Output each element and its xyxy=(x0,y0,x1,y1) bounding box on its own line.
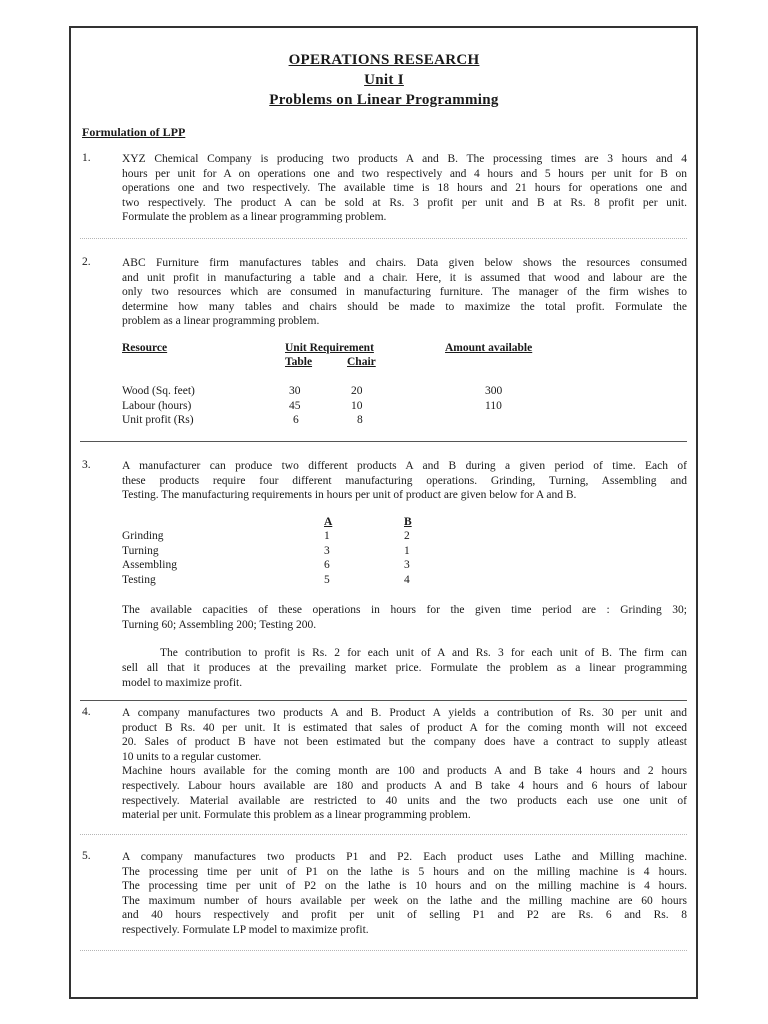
problem-5-text xyxy=(122,850,687,938)
amount-cell: 110 xyxy=(485,400,502,412)
text-line: The processing time per unit of P2 on the lathe is 10 hours and on the milling machine is 4 hours. xyxy=(122,880,687,893)
b-cell: 2 xyxy=(404,530,410,542)
table-cell: 45 xyxy=(289,400,301,412)
text-line: The available capacities of these operations in hours for the given time period are : Grinding 30; xyxy=(122,604,687,616)
operation-cell: Turning xyxy=(122,545,159,557)
text-line: and 40 hours respectively and profit per unit of selling P1 and P2 are Rs. 6 and Rs. 8 xyxy=(122,909,687,922)
resource-header: Resource xyxy=(122,342,168,354)
text-line: Testing. The manufacturing requirements in hours per unit of product are given below for A and B. xyxy=(122,489,577,502)
separator xyxy=(80,700,687,701)
text-line: operations one and two respectively. The available time is 18 hours and 21 hours for operations one and xyxy=(122,182,687,195)
text-line: The contribution to profit is Rs. 2 for each unit of A and Rs. 3 for each unit of B. The firm can xyxy=(160,647,687,659)
text-line: ABC Furniture firm manufactures tables and chairs. Data given below shows the resources consumed xyxy=(122,257,687,269)
text-line: material per unit. Formulate this problem as a linear programming problem. xyxy=(122,809,471,822)
section-heading: Formulation of LPP xyxy=(82,125,186,139)
chair-cell: 8 xyxy=(357,414,363,426)
resource-cell: Wood (Sq. feet) xyxy=(122,385,195,397)
text-line: respectively. Formulate LP model to maximize profit. xyxy=(122,923,369,936)
a-cell: 1 xyxy=(324,530,330,542)
text-line: and unit profit in manufacturing a table and a chair. Here, it is assumed that wood and labour are the xyxy=(122,271,687,284)
col-a-header: A xyxy=(324,516,333,528)
problem-5-number: 5. xyxy=(82,850,91,862)
separator xyxy=(80,834,687,835)
col-b-header: B xyxy=(404,516,412,528)
doc-title: OPERATIONS RESEARCH xyxy=(288,52,480,68)
a-cell: 6 xyxy=(324,559,330,571)
text-line: sell all that it produces at the prevailing market price. Formulate the problem as a linear programming xyxy=(122,662,687,674)
unit-requirement-header: Unit Requirement xyxy=(285,342,374,354)
text-line: determine how many tables and chairs should be made to maximize the total profit. Formulate the xyxy=(122,300,687,313)
problem-3-contribution xyxy=(122,661,687,690)
b-cell: 4 xyxy=(404,574,410,586)
b-cell: 3 xyxy=(404,559,410,571)
operation-cell: Grinding xyxy=(122,530,164,542)
text-line: product B Rs. 40 per unit. It is estimated that sales of product A for the coming month will not exceed xyxy=(122,721,687,734)
table-cell: 6 xyxy=(293,414,299,426)
separator xyxy=(80,238,687,239)
problem-2-text xyxy=(122,256,687,329)
problem-1-number: 1. xyxy=(82,152,91,164)
text-line: 10 units to a regular customer. xyxy=(122,750,262,763)
problem-3-text xyxy=(122,459,687,503)
amount-cell: 300 xyxy=(485,385,503,397)
text-line: 20. Sales of product B have not been estimated but the company does have a contract to supply atleast xyxy=(122,736,687,749)
text-line: Machine hours available for the coming month are 100 and products A and B take 4 hours and 2 hours xyxy=(122,765,687,778)
text-line: Turning 60; Assembling 200; Testing 200. xyxy=(122,618,317,631)
text-line: A manufacturer can produce two different products A and B during a given period of time. Each of xyxy=(122,460,687,472)
resource-cell: Unit profit (Rs) xyxy=(122,414,194,426)
problem-1-text xyxy=(122,152,687,225)
b-cell: 1 xyxy=(404,545,410,557)
resource-cell: Labour (hours) xyxy=(122,400,192,412)
text-line: XYZ Chemical Company is producing two products A and B. The processing times are 3 hours and 4 xyxy=(122,153,687,165)
text-line: The maximum number of hours available per week on the lathe and the milling machine are 60 hours xyxy=(122,894,687,907)
operation-cell: Assembling xyxy=(122,559,177,571)
table-col-header: Table xyxy=(285,356,313,368)
text-line: A company manufactures two products P1 and P2. Each product uses Lathe and Milling machine. xyxy=(122,851,687,863)
topic-title: Problems on Linear Programming xyxy=(269,92,499,108)
text-line: hours per unit for A on operations one and two respectively and 4 hours and 5 hours per unit for B on xyxy=(122,167,687,180)
text-line: these products require four different manufacturing operations. Grinding, Turning, Assembling and xyxy=(122,474,687,487)
unit-title: Unit I xyxy=(364,72,404,88)
problem-3-capacities xyxy=(122,603,687,632)
a-cell: 5 xyxy=(324,574,330,586)
text-line: model to maximize profit. xyxy=(122,676,243,689)
chair-cell: 10 xyxy=(351,400,363,412)
problem-3-contribution-first xyxy=(160,646,687,661)
operation-cell: Testing xyxy=(122,574,156,586)
a-cell: 3 xyxy=(324,545,330,557)
table-cell: 30 xyxy=(289,385,301,397)
problem-3-number: 3. xyxy=(82,459,91,471)
separator xyxy=(80,441,687,442)
problem-4-text xyxy=(122,706,687,823)
chair-col-header: Chair xyxy=(347,356,376,368)
text-line: The processing time per unit of P1 on the lathe is 5 hours and on the milling machine is 4 hours. xyxy=(122,865,687,878)
separator xyxy=(80,950,687,951)
text-line: Formulate the problem as a linear programming problem. xyxy=(122,211,387,224)
amount-available-header: Amount available xyxy=(445,342,533,354)
text-line: two respectively. The product A can be sold at Rs. 3 profit per unit and B at Rs. 8 profit per unit. xyxy=(122,196,687,209)
text-line: A company manufactures two products A and B. Product A yields a contribution of Rs. 30 per unit and xyxy=(122,707,687,719)
text-line: respectively. Material available are restricted to 40 units and the two products each use one unit of xyxy=(122,794,687,807)
text-line: problem as a linear programming problem. xyxy=(122,315,320,328)
chair-cell: 20 xyxy=(351,385,363,397)
problem-4-number: 4. xyxy=(82,706,91,718)
text-line: respectively. Labour hours available are 180 and products A and B take 4 hours and 6 hours of labour xyxy=(122,779,687,792)
problem-2-number: 2. xyxy=(82,256,91,268)
text-line: only two resources which are consumed in manufacturing furniture. The manager of the firm wishes to xyxy=(122,286,687,299)
